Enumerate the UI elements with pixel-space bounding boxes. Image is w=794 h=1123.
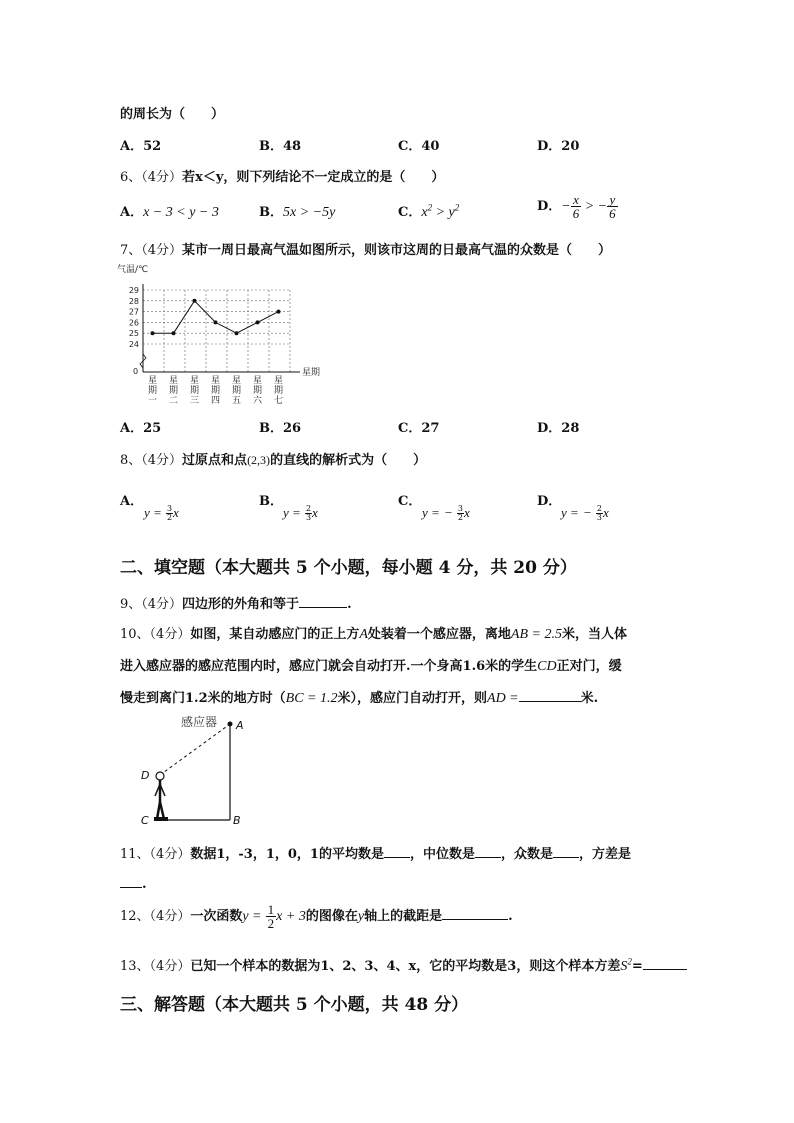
student-head — [156, 772, 164, 780]
q5-option-a: A．52 — [120, 139, 162, 154]
sensor-label: 感应器 — [181, 715, 218, 729]
x-tick-label-char: 星 — [252, 376, 263, 386]
q8-option-c-label: C． — [398, 494, 422, 509]
temperature-line-chart — [115, 262, 335, 412]
q12-answer-blank[interactable] — [442, 907, 508, 920]
section-2-heading: 二、填空题（本大题共 5 个小题，每小题 4 分，共 20 分） — [120, 558, 577, 578]
q7-option-a: A．25 — [120, 421, 162, 436]
x-tick-label-char: 期 — [273, 386, 284, 396]
q6-option-b: B．5x > −5y — [259, 205, 336, 220]
series-line — [153, 301, 279, 333]
q8-option-b-label: B． — [259, 494, 283, 509]
y-tick-label: 26 — [128, 318, 139, 328]
y-tick-label: 29 — [128, 286, 139, 295]
label-c: C — [141, 814, 149, 827]
q8-stem: 8、（4分）过原点和点(2,3)的直线的解析式为（ ） — [120, 453, 427, 468]
q13: 13、（4分）已知一个样本的数据为1、2、3、4、x，它的平均数是3，则这个样本方差$S^2=$ — [120, 955, 687, 975]
q10-answer-blank[interactable] — [519, 689, 581, 702]
x-tick-label-char: 期 — [231, 386, 242, 396]
x-axis-label: 星期 — [302, 368, 321, 378]
origin-label: 0 — [133, 367, 139, 376]
q11-mode-blank[interactable] — [553, 845, 579, 858]
x-tick-label-char: 一 — [147, 396, 158, 406]
q7-option-d: D．28 — [537, 421, 580, 436]
data-point — [235, 331, 239, 335]
q5-stem-continued: 的周长为（ ） — [120, 107, 225, 122]
label-b: B — [233, 814, 241, 827]
data-point — [256, 320, 260, 324]
q10-line3: 慢走到离门1.2米的地方时（BC = 1.2米），感应门自动打开，则AD = 米. — [120, 691, 599, 706]
q7-stem: 7、（4分）某市一周日最高气温如图所示，则该市这周的日最高气温的众数是（ ） — [120, 243, 612, 258]
q11-mean-blank[interactable] — [384, 845, 410, 858]
x-tick-label-char: 四 — [210, 396, 221, 406]
x-tick-label-char: 期 — [147, 386, 158, 396]
x-tick-label-char: 五 — [231, 396, 242, 406]
q5-option-c: C．40 — [398, 139, 440, 154]
q8-option-c: y = − $\frac{3}{2}$ x — [422, 504, 470, 522]
q6-option-d: D．− $\frac{x}{6}$ > − $\frac{y}{6}$ — [537, 192, 616, 221]
data-point — [193, 299, 197, 303]
q8-option-d: y = − $\frac{2}{3}$ x — [561, 504, 609, 522]
x-tick-label-char: 七 — [273, 396, 284, 406]
q5-option-b: B．48 — [259, 139, 302, 154]
sight-line-da — [160, 724, 230, 775]
x-tick-label-char: 期 — [210, 386, 221, 396]
student-feet — [154, 817, 168, 821]
q7-option-b: B．26 — [259, 421, 302, 436]
y-tick-label: 28 — [128, 296, 139, 306]
data-point — [277, 310, 281, 314]
q7-option-c: C．27 — [398, 421, 440, 436]
q6-option-c: C．$x^2 > y^2$ — [398, 202, 460, 220]
label-a: A — [236, 719, 244, 732]
q11-line1: 11、（4分）数据1，-3，1，0，1的平均数是 ，中位数是 ，众数是 ，方差是 — [120, 847, 632, 862]
q12: 12、（4分）一次函数y = $\frac{1}{2}$ x + 3的图像在y轴上的截距是 . — [120, 902, 513, 931]
y-axis-label: 气温/℃ — [117, 265, 149, 275]
x-tick-label-char: 三 — [189, 396, 200, 406]
label-d: D — [141, 769, 150, 782]
q11-variance-blank[interactable] — [120, 875, 142, 888]
q6-stem: 6、（4分）若x＜y，则下列结论不一定成立的是（ ） — [120, 170, 445, 185]
q11-median-blank[interactable] — [475, 845, 501, 858]
x-tick-label-char: 星 — [210, 376, 221, 386]
y-tick-label: 25 — [128, 329, 139, 339]
q8-option-a: y = $\frac{3}{2}$ x — [144, 504, 179, 522]
student-leg-right — [160, 802, 164, 819]
q10-line1: 10、（4分）如图，某自动感应门的正上方A处装着一个感应器，离地AB = 2.5米，当人体 — [120, 627, 627, 642]
q13-answer-blank[interactable] — [643, 957, 687, 970]
data-point — [214, 320, 218, 324]
data-point — [172, 331, 176, 335]
q9-answer-blank[interactable] — [299, 595, 347, 608]
q8-option-d-label: D． — [537, 494, 562, 509]
q8-option-b: y = $\frac{2}{3}$ x — [283, 504, 318, 522]
x-tick-label-char: 期 — [189, 386, 200, 396]
section-3-heading: 三、解答题（本大题共 5 个小题，共 48 分） — [120, 995, 469, 1015]
q5-option-d: D．20 — [537, 139, 580, 154]
x-tick-label-char: 期 — [168, 386, 179, 396]
x-tick-label-char: 六 — [252, 396, 263, 406]
x-tick-label-char: 星 — [147, 376, 158, 386]
data-point — [151, 331, 155, 335]
x-tick-label-char: 星 — [231, 376, 242, 386]
x-tick-label-char: 星 — [273, 376, 284, 386]
x-tick-label-char: 星 — [189, 376, 200, 386]
q9: 9、（4分）四边形的外角和等于 . — [120, 597, 352, 612]
q10-line2: 进入感应器的感应范围内时，感应门就会自动打开.一个身高1.6米的学生CD正对门，缓 — [120, 659, 622, 674]
x-tick-label-char: 二 — [168, 396, 179, 406]
q6-option-a: A．x − 3 < y − 3 — [120, 205, 219, 220]
y-tick-label: 24 — [128, 340, 139, 349]
x-tick-label-char: 期 — [252, 386, 263, 396]
y-tick-label: 27 — [128, 307, 139, 317]
q8-option-a-label: A． — [120, 494, 144, 509]
x-tick-label-char: 星 — [168, 376, 179, 386]
sensor-door-figure — [135, 710, 250, 830]
q11-line2: . — [120, 875, 147, 892]
